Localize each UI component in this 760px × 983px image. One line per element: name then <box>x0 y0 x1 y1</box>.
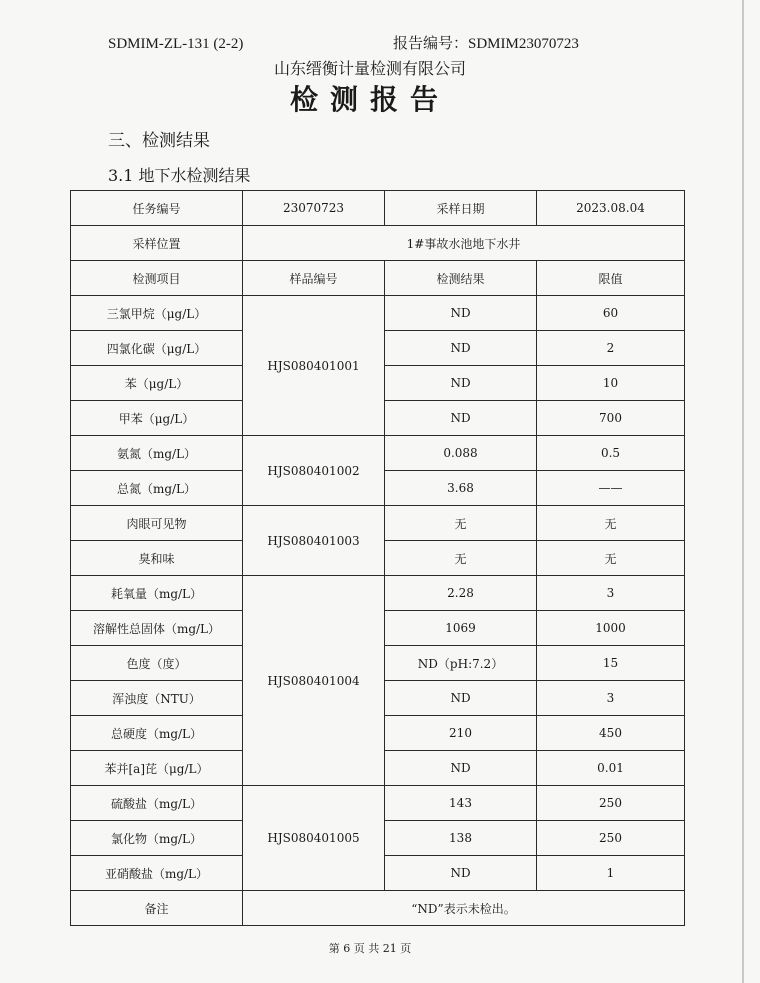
item-cell: 氨氮（mg/L） <box>71 436 243 471</box>
remark-row <box>71 891 685 926</box>
result-cell: 2.28 <box>385 576 537 611</box>
result-cell: ND <box>385 401 537 436</box>
result-cell: ND <box>385 751 537 786</box>
limit-cell: 0.5 <box>537 436 685 471</box>
result-cell: 1069 <box>385 611 537 646</box>
report-title: 检测报告 <box>289 83 450 116</box>
item-cell: 总硬度（mg/L） <box>71 716 243 751</box>
sample-id-cell: HJS080401003 <box>243 506 385 576</box>
item-cell: 亚硝酸盐（mg/L） <box>71 856 243 891</box>
result-cell: ND <box>385 296 537 331</box>
document-code: SDMIM-ZL-131 (2-2) <box>108 36 244 52</box>
company-name: 山东缙衡计量检测有限公司 <box>273 59 466 78</box>
task-no-label: 任务编号 <box>71 191 243 226</box>
results-table <box>70 190 685 926</box>
result-cell: 138 <box>385 821 537 856</box>
sample-id-cell: HJS080401002 <box>243 436 385 506</box>
limit-cell: 10 <box>537 366 685 401</box>
col-header-result: 检测结果 <box>385 261 537 296</box>
table-row <box>71 296 685 331</box>
limit-cell: 0.01 <box>537 751 685 786</box>
table-row <box>71 506 685 541</box>
result-cell: 210 <box>385 716 537 751</box>
limit-cell: 2 <box>537 331 685 366</box>
limit-cell: —— <box>537 471 685 506</box>
table-row <box>71 436 685 471</box>
result-cell: ND <box>385 331 537 366</box>
section-title: 三、检测结果 <box>108 131 210 151</box>
sample-id-cell: HJS080401004 <box>243 576 385 786</box>
subsection-title: 3.1 地下水检测结果 <box>108 166 251 185</box>
item-cell: 溶解性总固体（mg/L） <box>71 611 243 646</box>
limit-cell: 700 <box>537 401 685 436</box>
item-cell: 臭和味 <box>71 541 243 576</box>
table-row <box>71 786 685 821</box>
item-cell: 总氮（mg/L） <box>71 471 243 506</box>
item-cell: 浑浊度（NTU） <box>71 681 243 716</box>
item-cell: 肉眼可见物 <box>71 506 243 541</box>
table-header-row <box>71 261 685 296</box>
limit-cell: 1 <box>537 856 685 891</box>
result-cell: 无 <box>385 506 537 541</box>
limit-cell: 1000 <box>537 611 685 646</box>
limit-cell: 3 <box>537 681 685 716</box>
location-label: 采样位置 <box>71 226 243 261</box>
item-cell: 苯并[a]芘（μg/L） <box>71 751 243 786</box>
item-cell: 耗氧量（mg/L） <box>71 576 243 611</box>
sample-id-cell: HJS080401001 <box>243 296 385 436</box>
limit-cell: 3 <box>537 576 685 611</box>
table-row <box>71 576 685 611</box>
result-cell: 0.088 <box>385 436 537 471</box>
result-cell: ND <box>385 366 537 401</box>
result-cell: 无 <box>385 541 537 576</box>
col-header-item: 检测项目 <box>71 261 243 296</box>
limit-cell: 450 <box>537 716 685 751</box>
location-value: 1#事故水池地下水井 <box>243 226 685 261</box>
col-header-limit: 限值 <box>537 261 685 296</box>
table-row <box>71 191 685 226</box>
limit-cell: 250 <box>537 786 685 821</box>
item-cell: 三氯甲烷（μg/L） <box>71 296 243 331</box>
task-no-value: 23070723 <box>243 191 385 226</box>
limit-cell: 无 <box>537 541 685 576</box>
table-row <box>71 226 685 261</box>
result-cell: 3.68 <box>385 471 537 506</box>
result-cell: ND <box>385 681 537 716</box>
item-cell: 色度（度） <box>71 646 243 681</box>
item-cell: 甲苯（μg/L） <box>71 401 243 436</box>
item-cell: 四氯化碳（μg/L） <box>71 331 243 366</box>
page-number: 第 6 页 共 21 页 <box>328 942 412 955</box>
page-edge-line <box>742 0 744 983</box>
item-cell: 氯化物（mg/L） <box>71 821 243 856</box>
limit-cell: 无 <box>537 506 685 541</box>
item-cell: 硫酸盐（mg/L） <box>71 786 243 821</box>
sample-id-cell: HJS080401005 <box>243 786 385 891</box>
sample-date-value: 2023.08.04 <box>537 191 685 226</box>
result-cell: ND <box>385 856 537 891</box>
item-cell: 苯（μg/L） <box>71 366 243 401</box>
limit-cell: 60 <box>537 296 685 331</box>
limit-cell: 15 <box>537 646 685 681</box>
remark-text: “ND”表示未检出。 <box>243 891 685 926</box>
report-number: 报告编号：SDMIM23070723 <box>393 36 579 52</box>
col-header-sample: 样品编号 <box>243 261 385 296</box>
result-cell: 143 <box>385 786 537 821</box>
sample-date-label: 采样日期 <box>385 191 537 226</box>
remark-label: 备注 <box>71 891 243 926</box>
result-cell: ND（pH:7.2） <box>385 646 537 681</box>
limit-cell: 250 <box>537 821 685 856</box>
